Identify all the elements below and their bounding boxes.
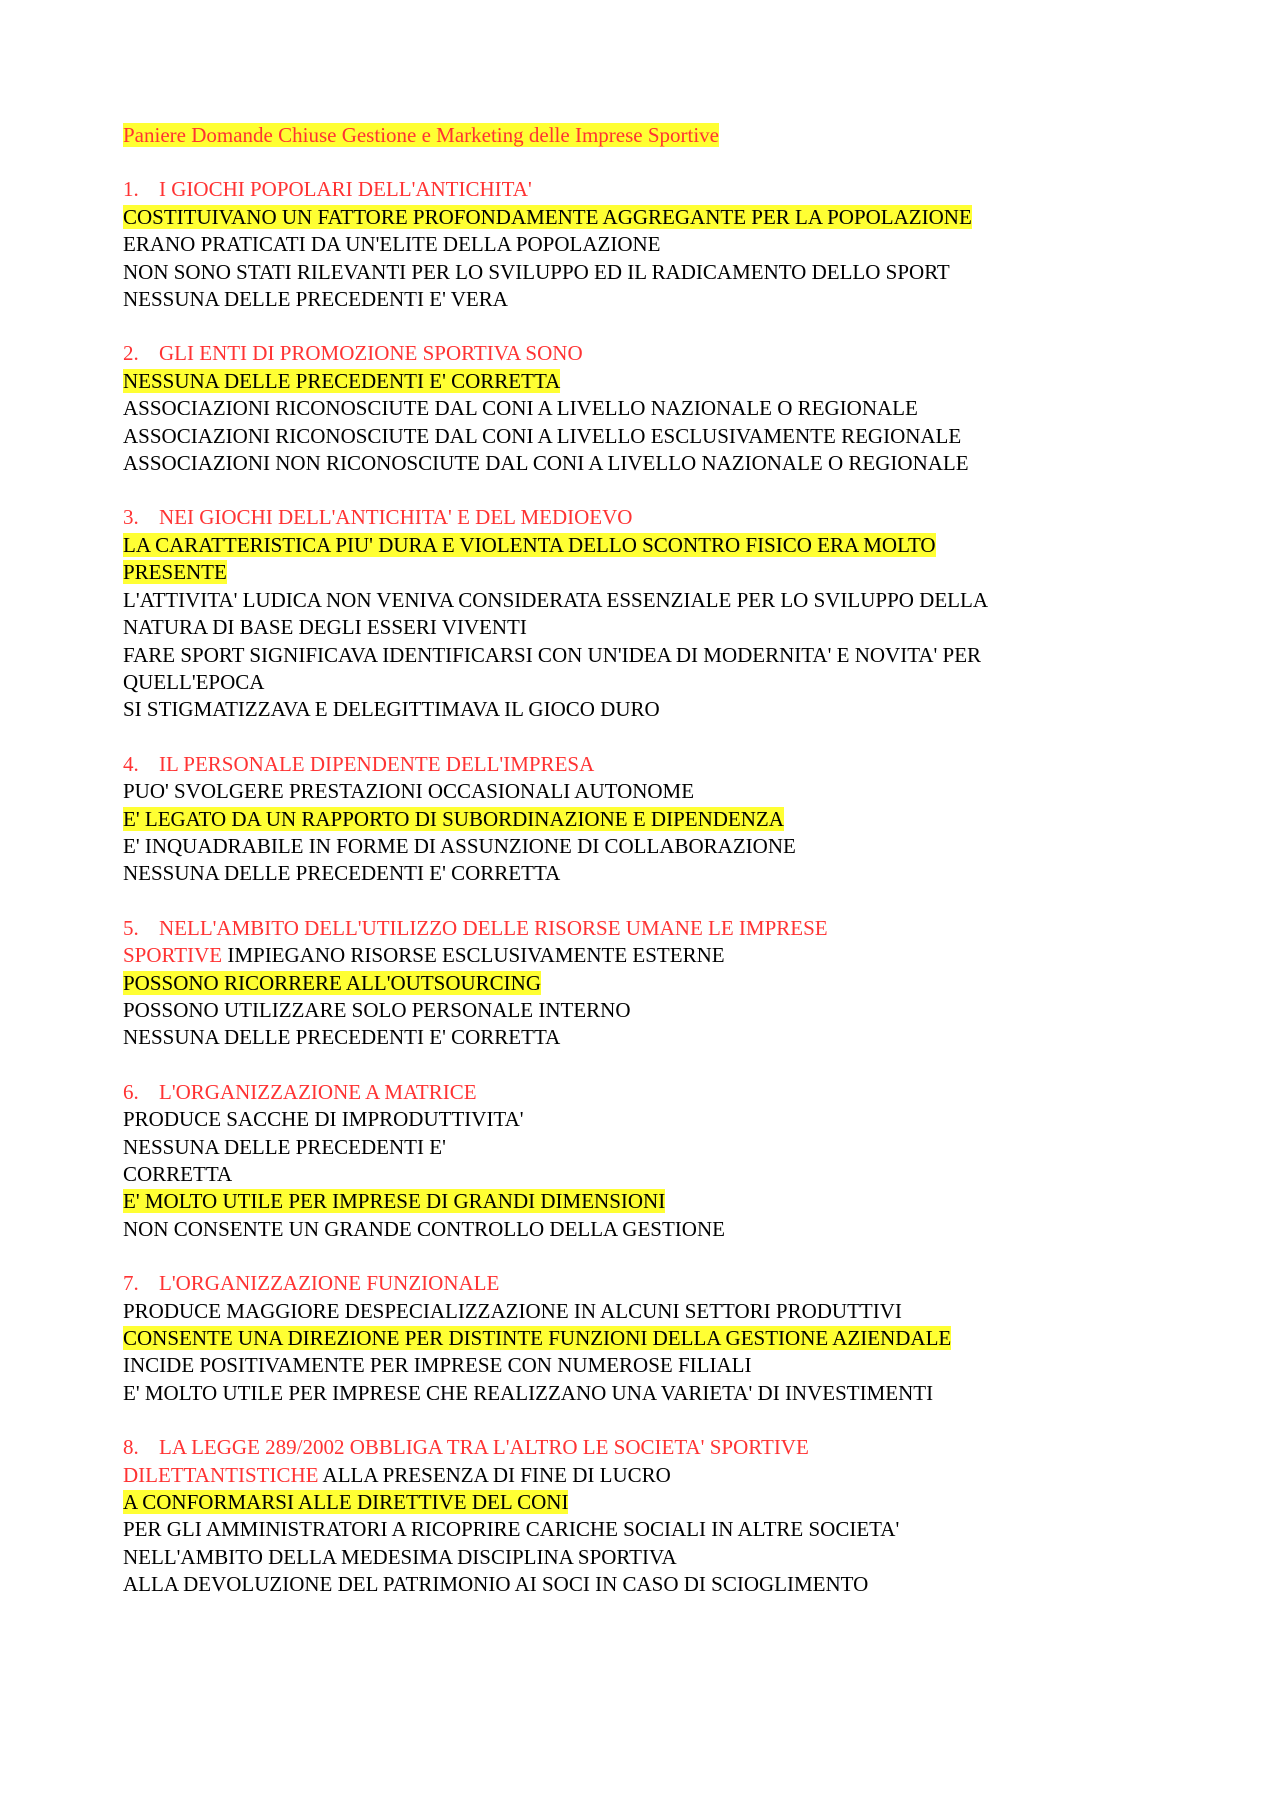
question-block-5 xyxy=(123,915,1123,1052)
question-5-line-2 xyxy=(123,942,1123,969)
document-title-text: Paniere Domande Chiuse Gestione e Marketing delle Imprese Sportive xyxy=(123,123,719,147)
document-title xyxy=(123,122,1123,149)
question-7 xyxy=(123,1270,1123,1297)
question-8-line-1 xyxy=(123,1434,1123,1461)
question-3-number: 3. xyxy=(123,505,139,530)
answer-3-2-line-1: L'ATTIVITA' LUDICA NON VENIVA CONSIDERATA ESSENZIALE PER LO SVILUPPO DELLA xyxy=(123,587,988,612)
answer-7-3: INCIDE POSITIVAMENTE PER IMPRESE CON NUMEROSE FILIALI xyxy=(123,1353,752,1378)
answer-7-2-text: CONSENTE UNA DIREZIONE PER DISTINTE FUNZIONI DELLA GESTIONE AZIENDALE xyxy=(123,1326,952,1351)
answer-2-4: ASSOCIAZIONI NON RICONOSCIUTE DAL CONI A LIVELLO NAZIONALE O REGIONALE xyxy=(123,451,969,476)
answer-8-1: ALLA PRESENZA DI FINE DI LUCRO xyxy=(318,1462,671,1487)
document-page xyxy=(123,122,1123,1626)
question-7-text: L'ORGANIZZAZIONE FUNZIONALE xyxy=(159,1271,500,1296)
question-1 xyxy=(123,176,1123,203)
question-7-number: 7. xyxy=(123,1271,139,1296)
answer-6-2-line-1: NESSUNA DELLE PRECEDENTI E' xyxy=(123,1134,446,1159)
answer-5-1: IMPIEGANO RISORSE ESCLUSIVAMENTE ESTERNE xyxy=(222,943,725,968)
question-5-number: 5. xyxy=(123,915,139,940)
answer-3-3-line-2: QUELL'EPOCA xyxy=(123,669,265,694)
question-8-text-1: LA LEGGE 289/2002 OBBLIGA TRA L'ALTRO LE SOCIETA' SPORTIVE xyxy=(159,1435,809,1460)
answer-3-1-line-1 xyxy=(123,532,1123,559)
answer-1-4: NESSUNA DELLE PRECEDENTI E' VERA xyxy=(123,287,508,312)
answer-3-1-line-2 xyxy=(123,559,1123,586)
answer-4-4: NESSUNA DELLE PRECEDENTI E' CORRETTA xyxy=(123,861,561,886)
answer-2-1-text: NESSUNA DELLE PRECEDENTI E' CORRETTA xyxy=(123,368,561,393)
answer-6-3-text: E' MOLTO UTILE PER IMPRESE DI GRANDI DIMENSIONI xyxy=(123,1189,666,1214)
question-4-number: 4. xyxy=(123,751,139,776)
question-8-line-2 xyxy=(123,1462,1123,1489)
question-block-4 xyxy=(123,751,1123,888)
answer-2-1 xyxy=(123,368,1123,395)
question-1-text: I GIOCHI POPOLARI DELL'ANTICHITA' xyxy=(159,177,532,202)
question-block-3 xyxy=(123,504,1123,723)
answer-5-2-text: POSSONO RICORRERE ALL'OUTSOURCING xyxy=(123,970,542,995)
answer-5-2 xyxy=(123,970,1123,997)
question-block-1 xyxy=(123,176,1123,313)
answer-8-3-line-1: PER GLI AMMINISTRATORI A RICOPRIRE CARICHE SOCIALI IN ALTRE SOCIETA' xyxy=(123,1517,900,1542)
question-3 xyxy=(123,504,1123,531)
answer-1-1 xyxy=(123,204,1123,231)
answer-3-4: SI STIGMATIZZAVA E DELEGITTIMAVA IL GIOCO DURO xyxy=(123,697,660,722)
question-6-text: L'ORGANIZZAZIONE A MATRICE xyxy=(159,1079,477,1104)
answer-7-2 xyxy=(123,1325,1123,1352)
answer-8-4: ALLA DEVOLUZIONE DEL PATRIMONIO AI SOCI IN CASO DI SCIOGLIMENTO xyxy=(123,1572,869,1597)
question-block-2 xyxy=(123,340,1123,477)
question-3-text: NEI GIOCHI DELL'ANTICHITA' E DEL MEDIOEVO xyxy=(159,505,633,530)
question-2-text: GLI ENTI DI PROMOZIONE SPORTIVA SONO xyxy=(159,341,583,366)
question-5-text-1: NELL'AMBITO DELL'UTILIZZO DELLE RISORSE UMANE LE IMPRESE xyxy=(159,915,828,940)
answer-1-2: ERANO PRATICATI DA UN'ELITE DELLA POPOLAZIONE xyxy=(123,232,661,257)
question-6-number: 6. xyxy=(123,1079,139,1104)
question-6 xyxy=(123,1079,1123,1106)
answer-8-2-text: A CONFORMARSI ALLE DIRETTIVE DEL CONI xyxy=(123,1490,569,1515)
answer-8-3-line-2: NELL'AMBITO DELLA MEDESIMA DISCIPLINA SPORTIVA xyxy=(123,1544,677,1569)
question-block-7 xyxy=(123,1270,1123,1407)
question-8-text-2: DILETTANTISTICHE xyxy=(123,1462,319,1487)
answer-8-2 xyxy=(123,1489,1123,1516)
question-2-number: 2. xyxy=(123,341,139,366)
answer-7-1: PRODUCE MAGGIORE DESPECIALIZZAZIONE IN ALCUNI SETTORI PRODUTTIVI xyxy=(123,1298,902,1323)
answer-2-3: ASSOCIAZIONI RICONOSCIUTE DAL CONI A LIVELLO ESCLUSIVAMENTE REGIONALE xyxy=(123,423,962,448)
answer-4-3: E' INQUADRABILE IN FORME DI ASSUNZIONE DI COLLABORAZIONE xyxy=(123,833,796,858)
answer-2-2: ASSOCIAZIONI RICONOSCIUTE DAL CONI A LIVELLO NAZIONALE O REGIONALE xyxy=(123,396,918,421)
answer-3-1-text-1: LA CARATTERISTICA PIU' DURA E VIOLENTA DELLO SCONTRO FISICO ERA MOLTO xyxy=(123,532,936,557)
answer-1-1-text: COSTITUIVANO UN FATTORE PROFONDAMENTE AGGREGANTE PER LA POPOLAZIONE xyxy=(123,204,972,229)
answer-6-1: PRODUCE SACCHE DI IMPRODUTTIVITA' xyxy=(123,1107,524,1132)
question-5-line-1 xyxy=(123,915,1123,942)
question-2 xyxy=(123,340,1123,367)
answer-3-2-line-2: NATURA DI BASE DEGLI ESSERI VIVENTI xyxy=(123,615,527,640)
question-4 xyxy=(123,751,1123,778)
question-5-text-2: SPORTIVE xyxy=(123,943,223,968)
answer-6-3 xyxy=(123,1188,1123,1215)
answer-5-4: NESSUNA DELLE PRECEDENTI E' CORRETTA xyxy=(123,1025,561,1050)
answer-6-4: NON CONSENTE UN GRANDE CONTROLLO DELLA GESTIONE xyxy=(123,1216,725,1241)
answer-4-2-text: E' LEGATO DA UN RAPPORTO DI SUBORDINAZIONE E DIPENDENZA xyxy=(123,806,784,831)
answer-3-1-text-2: PRESENTE xyxy=(123,560,227,585)
answer-4-2 xyxy=(123,806,1123,833)
answer-4-1: PUO' SVOLGERE PRESTAZIONI OCCASIONALI AUTONOME xyxy=(123,779,695,804)
answer-1-3: NON SONO STATI RILEVANTI PER LO SVILUPPO ED IL RADICAMENTO DELLO SPORT xyxy=(123,259,950,284)
answer-3-3-line-1: FARE SPORT SIGNIFICAVA IDENTIFICARSI CON UN'IDEA DI MODERNITA' E NOVITA' PER xyxy=(123,642,982,667)
question-block-8 xyxy=(123,1434,1123,1598)
question-4-text: IL PERSONALE DIPENDENTE DELL'IMPRESA xyxy=(159,751,595,776)
question-block-6 xyxy=(123,1079,1123,1243)
answer-5-3: POSSONO UTILIZZARE SOLO PERSONALE INTERNO xyxy=(123,997,631,1022)
question-8-number: 8. xyxy=(123,1435,139,1460)
answer-6-2-line-2: CORRETTA xyxy=(123,1162,233,1186)
question-1-number: 1. xyxy=(123,177,139,202)
answer-7-4: E' MOLTO UTILE PER IMPRESE CHE REALIZZANO UNA VARIETA' DI INVESTIMENTI xyxy=(123,1380,934,1405)
